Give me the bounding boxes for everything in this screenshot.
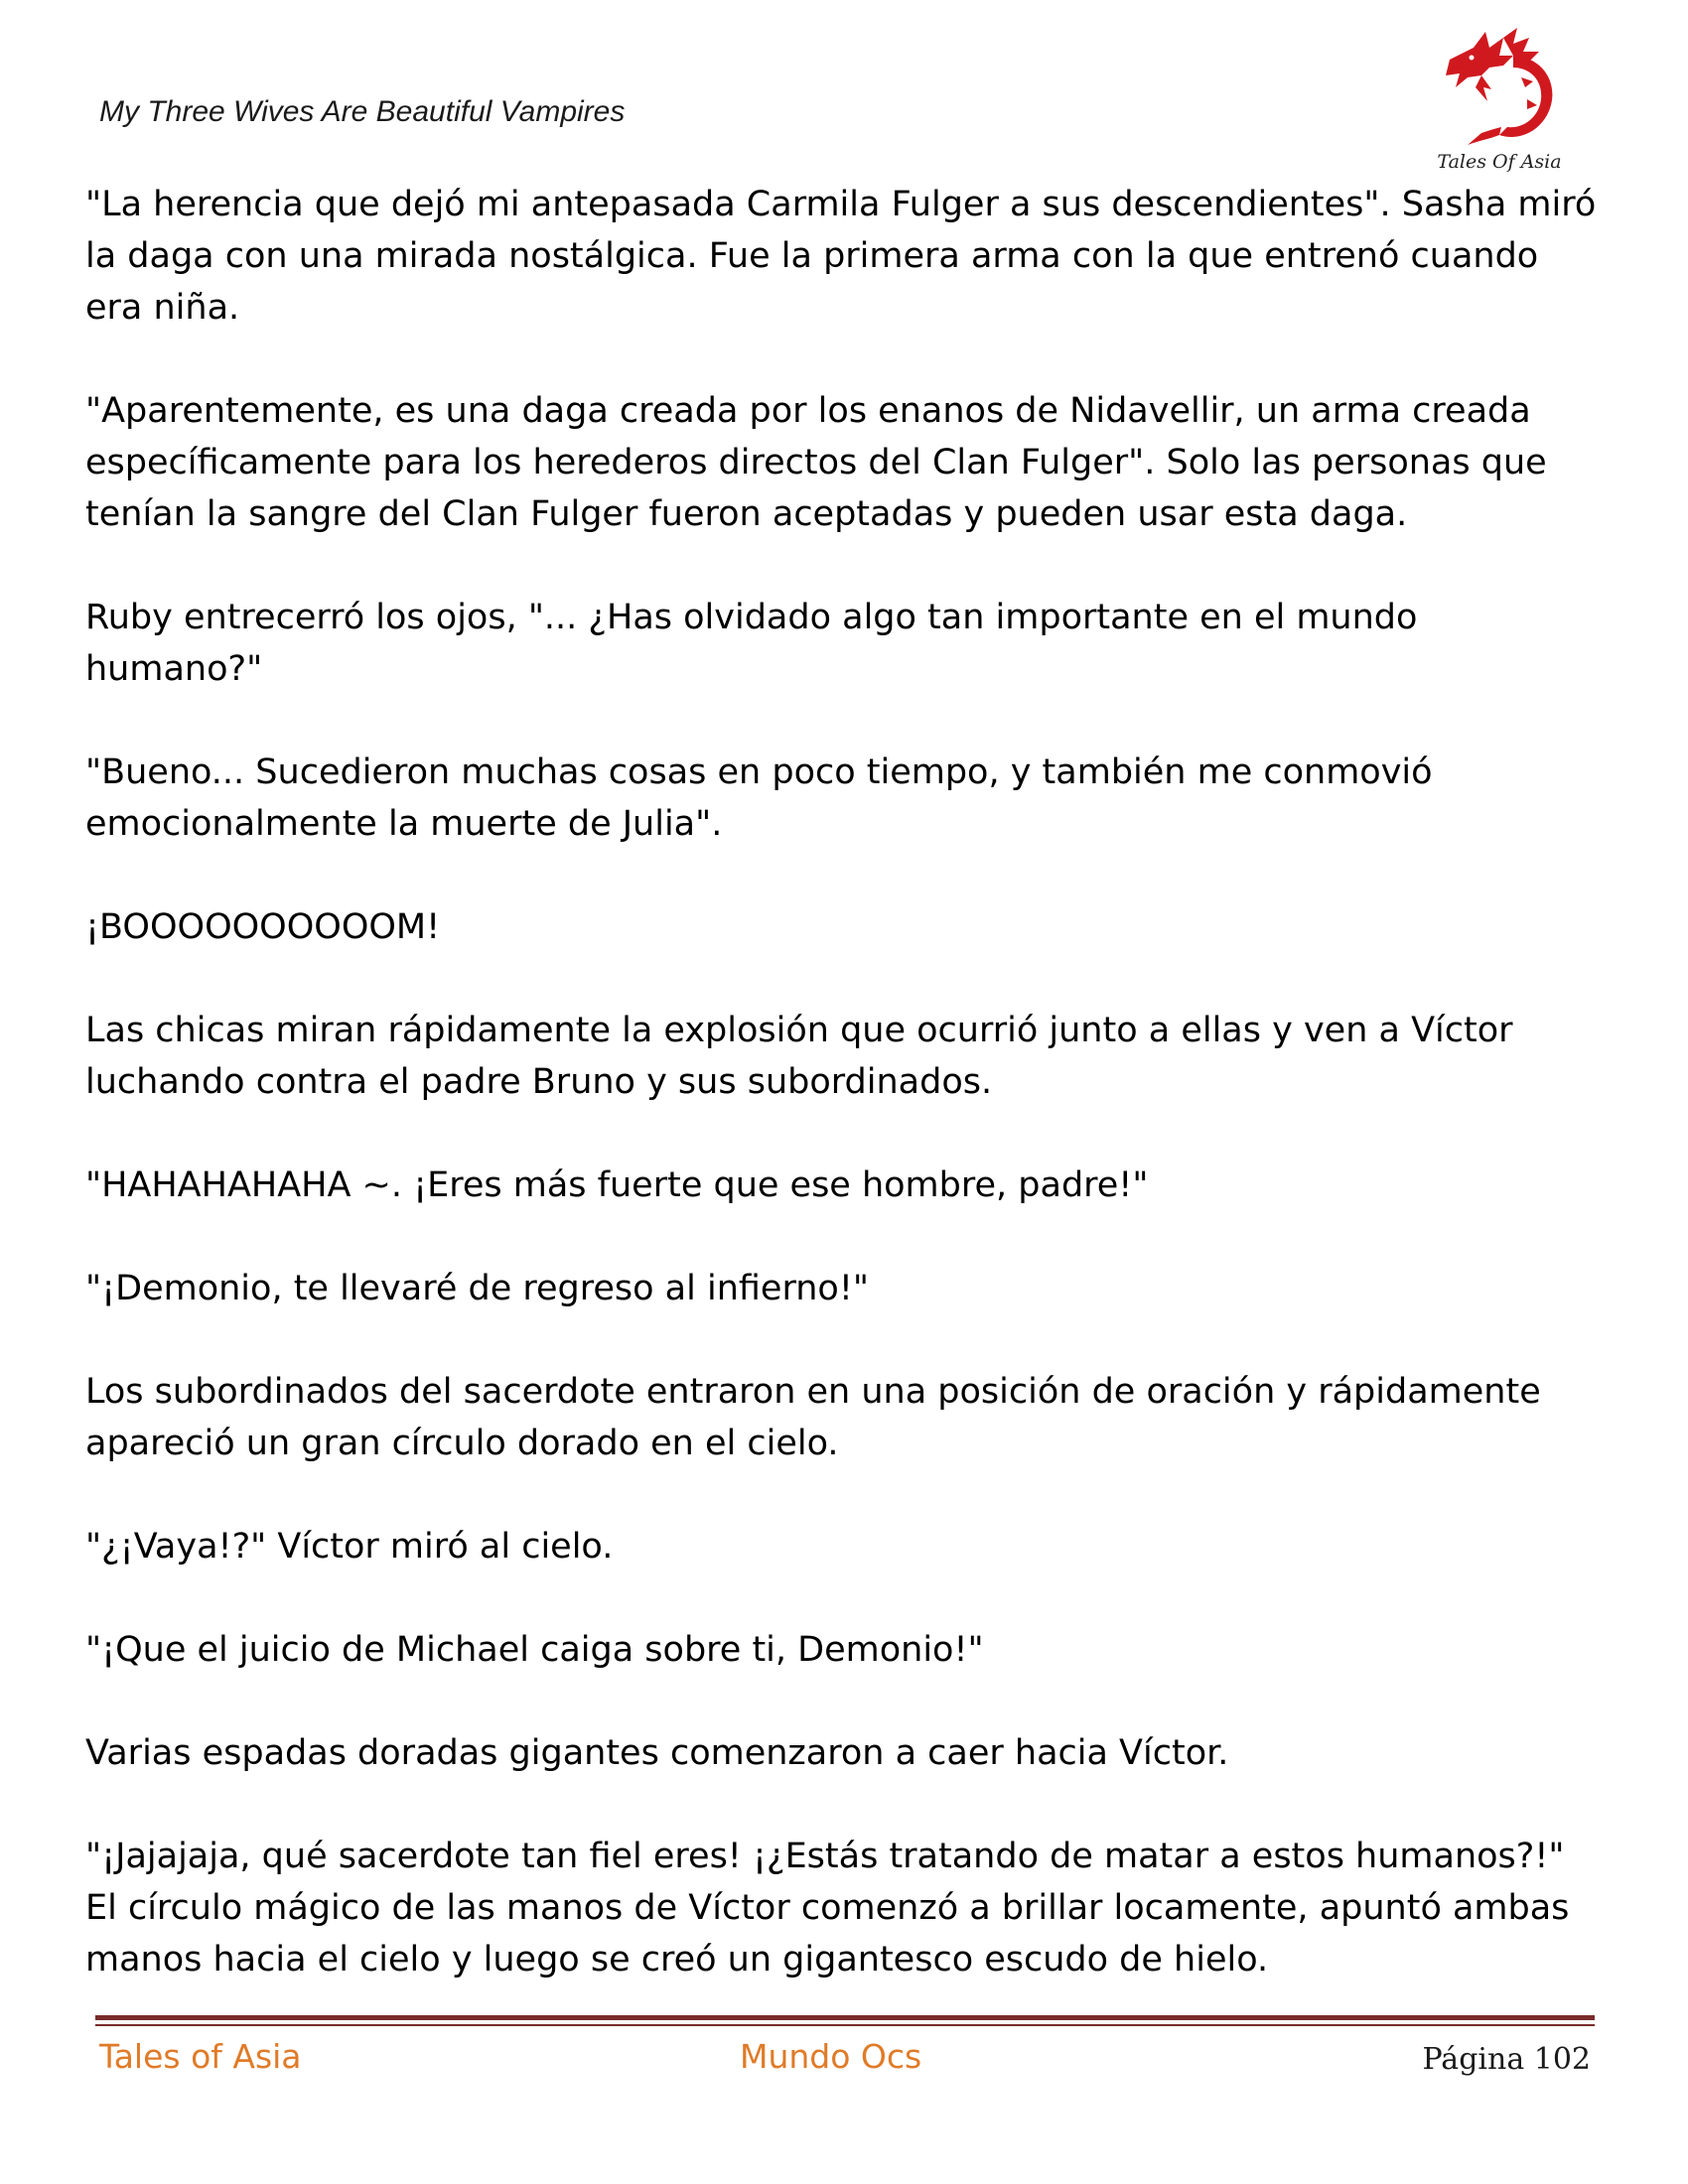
paragraph: "¡Jajajaja, qué sacerdote tan fiel eres! ¡¿Estás tratando de matar a estos humanos?!" El círculo mágico de las manos de Víctor comenzó a brillar locamente, apuntó ambas manos hacia el cielo y luego se creó un gigantesco escudo de hielo. bbox=[85, 1837, 1570, 1979]
book-title: My Three Wives Are Beautiful Vampires bbox=[99, 95, 626, 128]
logo-text: Tales Of Asia bbox=[1437, 151, 1562, 173]
tales-of-asia-logo bbox=[1430, 18, 1569, 179]
paragraph: "¡Que el juicio de Michael caiga sobre ti, Demonio!" bbox=[85, 1630, 984, 1670]
paragraph: "Aparentemente, es una daga creada por los enanos de Nidavellir, un arma creada específicamente para los herederos directos del Clan Fulger". Solo las personas que tenían la sangre del Clan Fulger fueron aceptadas y pueden usar esta daga. bbox=[85, 391, 1547, 534]
footer-divider-thin bbox=[95, 2024, 1595, 2026]
footer-site-name: Tales of Asia bbox=[99, 2037, 302, 2076]
paragraph: "Bueno... Sucedieron muchas cosas en poco tiempo, y también me conmovió emocionalmente la muerte de Julia". bbox=[85, 752, 1433, 844]
chapter-body bbox=[85, 179, 1605, 2037]
footer-divider bbox=[95, 2015, 1595, 2020]
page-number: Página 102 bbox=[1422, 2042, 1591, 2077]
paragraph: "La herencia que dejó mi antepasada Carmila Fulger a sus descendientes". Sasha miró la daga con una mirada nostálgica. Fue la primera arma con la que entrenó cuando era niña. bbox=[85, 185, 1597, 328]
paragraph: "HAHAHAHAHA ~. ¡Eres más fuerte que ese hombre, padre!" bbox=[85, 1165, 1149, 1205]
footer-source: Mundo Ocs bbox=[740, 2037, 922, 2076]
paragraph: "¿¡Vaya!?" Víctor miró al cielo. bbox=[85, 1527, 614, 1567]
paragraph: Los subordinados del sacerdote entraron en una posición de oración y rápidamente apareció un gran círculo dorado en el cielo. bbox=[85, 1372, 1541, 1463]
paragraph: Ruby entrecerró los ojos, "... ¿Has olvidado algo tan importante en el mundo humano?" bbox=[85, 598, 1418, 689]
dragon-icon bbox=[1430, 18, 1569, 157]
paragraph: "¡Demonio, te llevaré de regreso al infierno!" bbox=[85, 1269, 869, 1308]
paragraph: Las chicas miran rápidamente la explosión que ocurrió junto a ellas y ven a Víctor luchando contra el padre Bruno y sus subordinados. bbox=[85, 1011, 1513, 1102]
paragraph: ¡BOOOOOOOOOOM! bbox=[85, 907, 441, 947]
paragraph: Varias espadas doradas gigantes comenzaron a caer hacia Víctor. bbox=[85, 1733, 1229, 1773]
